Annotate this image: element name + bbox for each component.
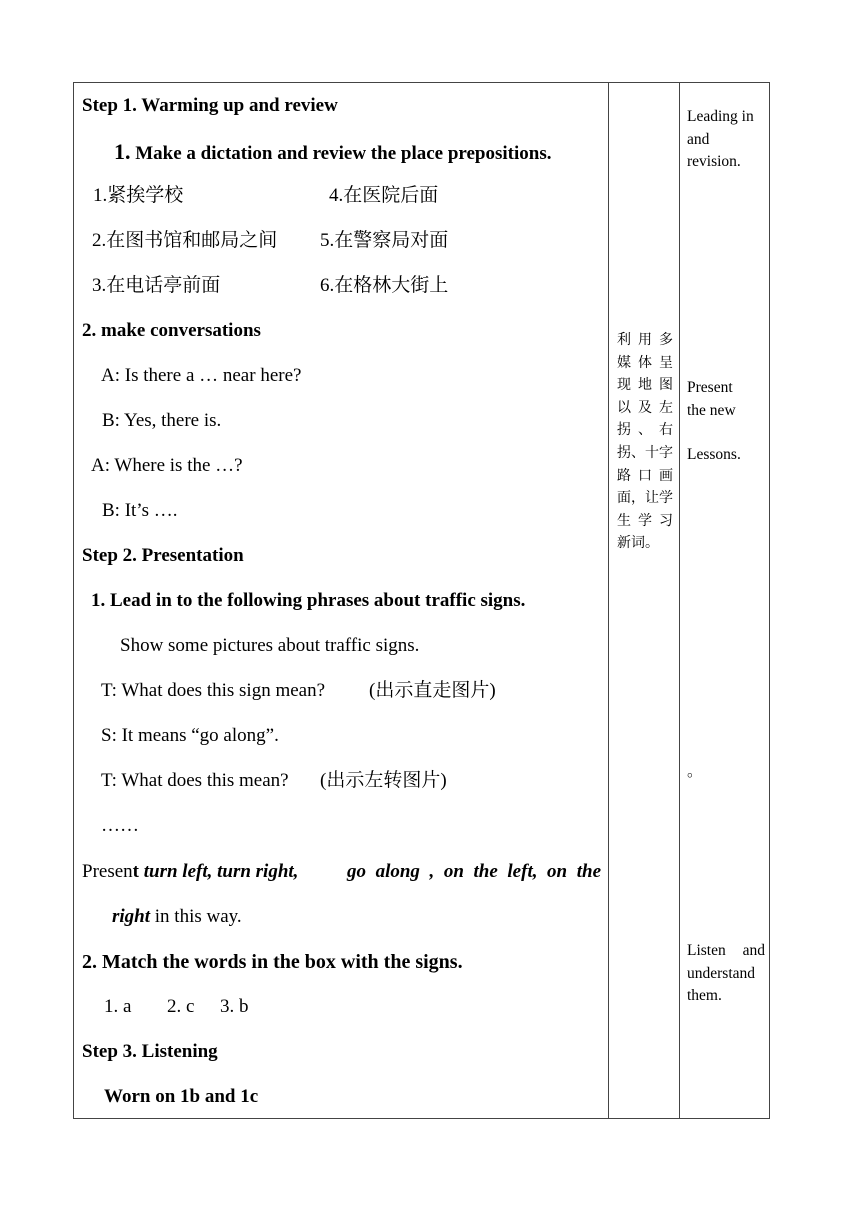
media-note-line: 媒体呈 (617, 355, 673, 371)
media-note-line: 以及左 (617, 400, 673, 416)
present-phrases-cont: go along , on the left, on the (347, 861, 601, 882)
media-note (617, 330, 673, 556)
dictation-item-2: 2.在图书馆和邮局之间 (92, 230, 278, 251)
media-note-line: 生学习 (617, 513, 673, 529)
conversations-heading: 2. make conversations (82, 320, 261, 341)
dictation-item-1: 1.紧挨学校 (93, 185, 184, 206)
column-divider-2 (679, 83, 680, 1118)
media-note-line: 面，让学 (617, 491, 673, 507)
purpose-leading (687, 106, 765, 174)
purpose-line: and (687, 130, 710, 148)
media-note-line: 拐、十字 (617, 445, 673, 461)
conversation-line: A: Where is the …? (91, 455, 243, 476)
teacher-question-1: T: What does this sign mean? (101, 680, 326, 701)
answer-2: 2. c (167, 996, 195, 1017)
present-phrases-end: right in this way. (112, 906, 242, 927)
purpose-line: revision. (687, 153, 741, 170)
step2-title: Step 2. Presentation (82, 545, 244, 566)
column-divider-1 (608, 83, 609, 1118)
present-phrases-line: Present turn left, turn right, (82, 861, 299, 882)
student-answer: S: It means “go along”. (101, 725, 279, 746)
answer-1: 1. a (104, 996, 132, 1017)
purpose-line: the new (687, 401, 736, 419)
lead-in-heading: 1. Lead in to the following phrases about traffic signs. (91, 590, 526, 611)
purpose-dot: 。 (687, 763, 703, 780)
teacher-note-1: (出示直走图片) (369, 680, 496, 701)
media-note-line: 路口画 (617, 468, 673, 484)
show-pictures-line: Show some pictures about traffic signs. (120, 635, 420, 656)
media-note-line: 新词。 (617, 536, 659, 552)
match-heading: 2. Match the words in the box with the signs. (82, 951, 463, 973)
dictation-item-3: 3.在电话亭前面 (92, 275, 221, 296)
step3-title: Step 3. Listening (82, 1041, 218, 1062)
dictation-item-4: 4.在医院后面 (329, 185, 439, 206)
purpose-line: Listen and (687, 942, 765, 959)
media-note-line: 拐、右 (617, 423, 673, 439)
purpose-line: Present (687, 379, 733, 396)
media-note-line: 现地图 (617, 378, 673, 394)
purpose-line: understand (687, 964, 756, 982)
teacher-question-2: T: What does this mean? (101, 770, 289, 791)
worn-line: Worn on 1b and 1c (104, 1086, 259, 1107)
teacher-note-2: (出示左转图片) (320, 770, 447, 791)
conversation-line: A: Is there a … near here? (101, 365, 302, 386)
step1-title: Step 1. Warming up and review (82, 95, 338, 116)
purpose-lessons: Lessons. (687, 446, 741, 463)
media-note-line: 利用多 (617, 333, 673, 348)
answer-3: 3. b (220, 996, 249, 1017)
ellipsis: …… (101, 815, 139, 836)
conversation-line: B: Yes, there is. (102, 410, 222, 431)
dictation-heading: 1. Make a dictation and review the place prepositions. (114, 139, 552, 164)
purpose-line: them. (687, 987, 722, 1004)
dictation-item-5: 5.在警察局对面 (320, 230, 449, 251)
dictation-item-6: 6.在格林大街上 (320, 275, 449, 296)
purpose-line: Leading in (687, 108, 754, 125)
purpose-present (687, 377, 765, 422)
conversation-line: B: It’s …. (102, 500, 178, 521)
purpose-listen (687, 940, 765, 1008)
